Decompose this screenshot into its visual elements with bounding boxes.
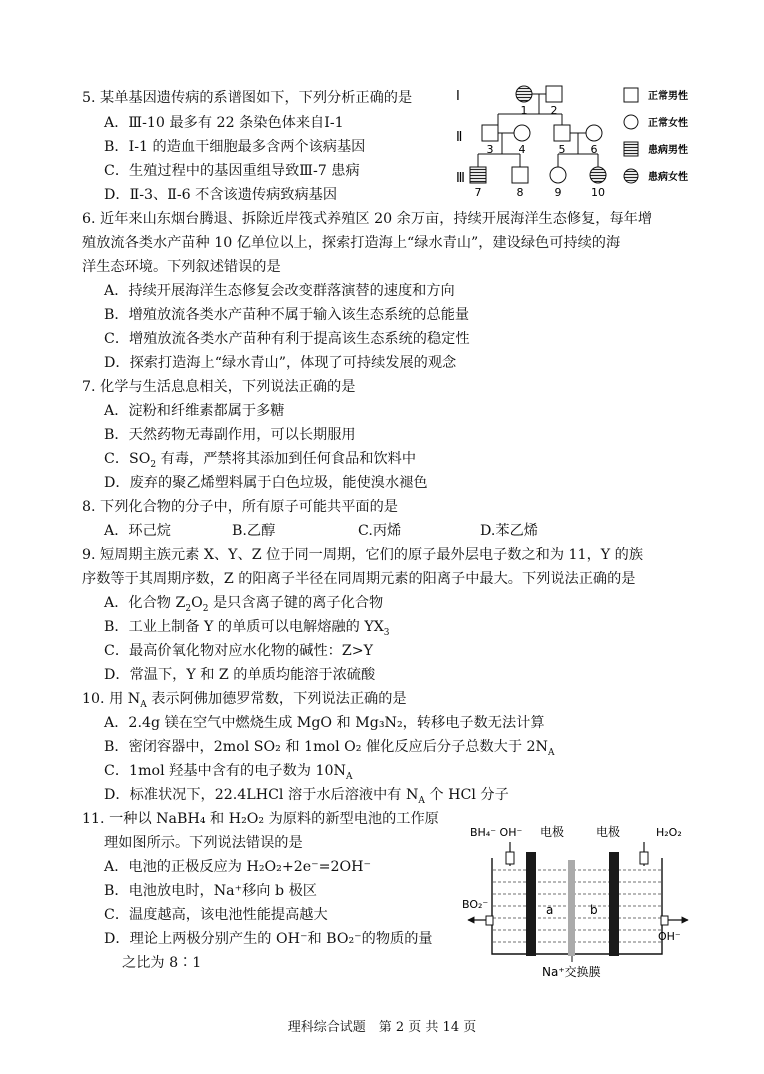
q11-option-d-line-1: D．理论上两极分别产生的 OH⁻和 BO₂⁻的物质的量: [104, 931, 433, 947]
q10-stem: 10. 用 $N_A$ 表示阿佛加德罗常数，下列说法正确的是: [82, 691, 407, 710]
q6-stem-line-2: 殖放流各类水产苗种 10 亿单位以上，探索打造海上“绿水青山”，建设绿色可持续的海: [82, 235, 621, 251]
legend-affected-male-icon: [624, 142, 638, 156]
q6-stem-line-1: 6. 近年来山东烟台腾退、拆除近岸筏式养殖区 20 余万亩，持续开展海洋生态修复，每年增: [82, 211, 653, 227]
q8-option-c: C.丙烯: [358, 523, 402, 539]
legend-normal-male-icon: [624, 88, 638, 102]
q5-option-a: A．Ⅲ-10 最多有 22 条染色体来自Ⅰ-1: [104, 115, 344, 131]
q9-option-a: A．化合物 $Z_2O_2$ 是只含离子键的离子化合物: [104, 595, 384, 614]
pedigree-individual-6: [586, 125, 602, 141]
q6-option-a: A．持续开展海洋生态修复会改变群落演替的速度和方向: [104, 283, 455, 299]
q7-option-b: B．天然药物无毒副作用，可以长期服用: [104, 427, 356, 443]
q8-option-a: A．环己烷: [104, 523, 171, 539]
pedigree-individual-7: [470, 167, 486, 183]
legend-normal-female-icon: [624, 115, 638, 129]
q5-stem: 5. 某单基因遗传病的系谱图如下，下列分析正确的是: [82, 90, 413, 106]
q7-option-c: C．$SO_2$ 有毒，严禁将其添加到任何食品和饮料中: [104, 451, 417, 470]
q10-option-c: C．1mol 羟基中含有的电子数为 $10N_A$: [104, 763, 353, 782]
pedigree-individual-8: [512, 167, 528, 183]
q9-stem-line-2: 序数等于其周期序数，Z 的阳离子半径在同周期元素的阳离子中最大。下列说法正确的是: [82, 571, 636, 587]
pedigree-individual-3: [482, 125, 498, 141]
pedigree-number: 3: [486, 143, 494, 156]
pedigree-individual-4: [514, 125, 530, 141]
q8-option-b: B.乙醇: [232, 523, 276, 539]
membrane-label: Na⁺交换膜: [542, 965, 601, 979]
q7-option-d: D．废弃的聚乙烯塑料属于白色垃圾，能使溴水褪色: [104, 475, 428, 491]
q6-option-c: C．增殖放流各类水产苗种有利于提高该生态系统的稳定性: [104, 331, 470, 347]
outlet-left-label: BO₂⁻: [462, 898, 489, 911]
pedigree-number: 7: [474, 186, 482, 199]
inlet-valve-left: [506, 852, 514, 864]
gen-label-3: Ⅲ: [456, 171, 465, 186]
cell-inlet-left-label: BH₄⁻ OH⁻: [470, 826, 523, 839]
q9-option-c: C．最高价氧化物对应水化物的碱性：Z>Y: [104, 643, 373, 659]
q6-stem-line-3: 洋生态环境。下列叙述错误的是: [82, 259, 281, 275]
pedigree-number: 2: [550, 104, 558, 117]
q5-option-d: D．Ⅱ-3、Ⅱ-6 不含该遗传病致病基因: [104, 187, 338, 203]
q11-stem-line-2: 理如图所示。下列说法错误的是: [104, 835, 303, 851]
q10-option-d: D．标准状况下，22.4LHCl 溶于水后溶液中有 $N_A$ 个 HCl 分子: [104, 787, 509, 806]
cell-container: [492, 858, 662, 954]
pedigree-individual-2: [546, 86, 562, 102]
pedigree-number: 9: [554, 186, 562, 199]
q7-option-a: A．淀粉和纤维素都属于多糖: [104, 403, 285, 419]
q11-option-c: C．温度越高，该电池性能提高越大: [104, 907, 328, 923]
outlet-valve-right: [661, 916, 668, 925]
q10-option-b: B．密闭容器中，2mol SO₂ 和 1mol O₂ 催化反应后分子总数大于 $2N_A$: [104, 739, 555, 758]
q10-option-a: A．2.4g 镁在空气中燃烧生成 MgO 和 Mg₃N₂，转移电子数无法计算: [104, 715, 545, 731]
page-footer: 理科综合试题 第 2 页 共 14 页: [287, 1020, 477, 1035]
q5-option-b: B．Ⅰ-1 的造血干细胞最多含两个该病基因: [104, 139, 366, 155]
pedigree-number: 8: [516, 186, 524, 199]
q6-option-d: D．探索打造海上“绿水青山”，体现了可持续发展的观念: [104, 355, 457, 371]
legend-affected-female-icon: [624, 169, 638, 183]
pedigree-number: 4: [518, 143, 526, 156]
legend-label: 正常女性: [648, 118, 688, 129]
q8-option-d: D.苯乙烯: [480, 523, 538, 539]
pedigree-individual-5: [554, 125, 570, 141]
legend-label: 患病女性: [648, 172, 688, 183]
pedigree-number: 10: [591, 186, 605, 199]
outlet-valve-left: [486, 916, 493, 925]
inlet-valve-right: [640, 852, 648, 864]
pedigree-individual-1: [516, 86, 532, 102]
q9-option-d: D．常温下，Y 和 Z 的单质均能溶于浓硫酸: [104, 667, 376, 683]
q11-option-d-line-2: 之比为 8∶1: [122, 955, 202, 971]
electrode-right: [609, 852, 619, 956]
q7-stem: 7. 化学与生活息息相关，下列说法正确的是: [82, 379, 356, 395]
pedigree-individual-9: [550, 167, 566, 183]
legend-label: 患病男性: [648, 145, 688, 156]
pedigree-number: 6: [590, 143, 598, 156]
q5-option-c: C．生殖过程中的基因重组导致Ⅲ-7 患病: [104, 163, 360, 179]
pedigree-number: 1: [520, 104, 528, 117]
q11-option-a: A．电池的正极反应为 H₂O₂+2e⁻=2OH⁻: [104, 859, 372, 875]
zone-b-label: b: [590, 903, 598, 917]
electrode-left: [526, 852, 536, 956]
battery-cell-diagram: [462, 822, 702, 980]
electrode-label-left: 电极: [540, 825, 565, 839]
q11-option-b: B．电池放电时，Na⁺移向 b 极区: [104, 883, 317, 899]
pedigree-diagram: [448, 78, 638, 204]
electrode-label-right: 电极: [596, 825, 621, 839]
q6-option-b: B．增殖放流各类水产苗种不属于输入该生态系统的总能量: [104, 307, 470, 323]
gen-label-2: Ⅱ: [456, 130, 463, 145]
pedigree-legend: [622, 86, 722, 190]
ion-exchange-membrane: [568, 860, 575, 956]
zone-a-label: a: [546, 903, 554, 917]
q9-option-b: B．工业上制备 Y 的单质可以电解熔融的 $YX_3$: [104, 619, 390, 638]
pedigree-individual-10: [590, 167, 606, 183]
legend-label: 正常男性: [648, 91, 688, 102]
cell-inlet-right-label: H₂O₂: [656, 826, 682, 839]
q8-stem: 8. 下列化合物的分子中，所有原子可能共平面的是: [82, 499, 398, 515]
q11-stem-line-1: 11. 一种以 NaBH₄ 和 H₂O₂ 为原料的新型电池的工作原: [82, 811, 439, 827]
outlet-right-label: OH⁻: [658, 930, 681, 943]
q9-stem-line-1: 9. 短周期主族元素 X、Y、Z 位于同一周期，它们的原子最外层电子数之和为 11，Y 的族: [82, 547, 644, 563]
gen-label-1: Ⅰ: [456, 89, 460, 104]
pedigree-number: 5: [558, 143, 566, 156]
